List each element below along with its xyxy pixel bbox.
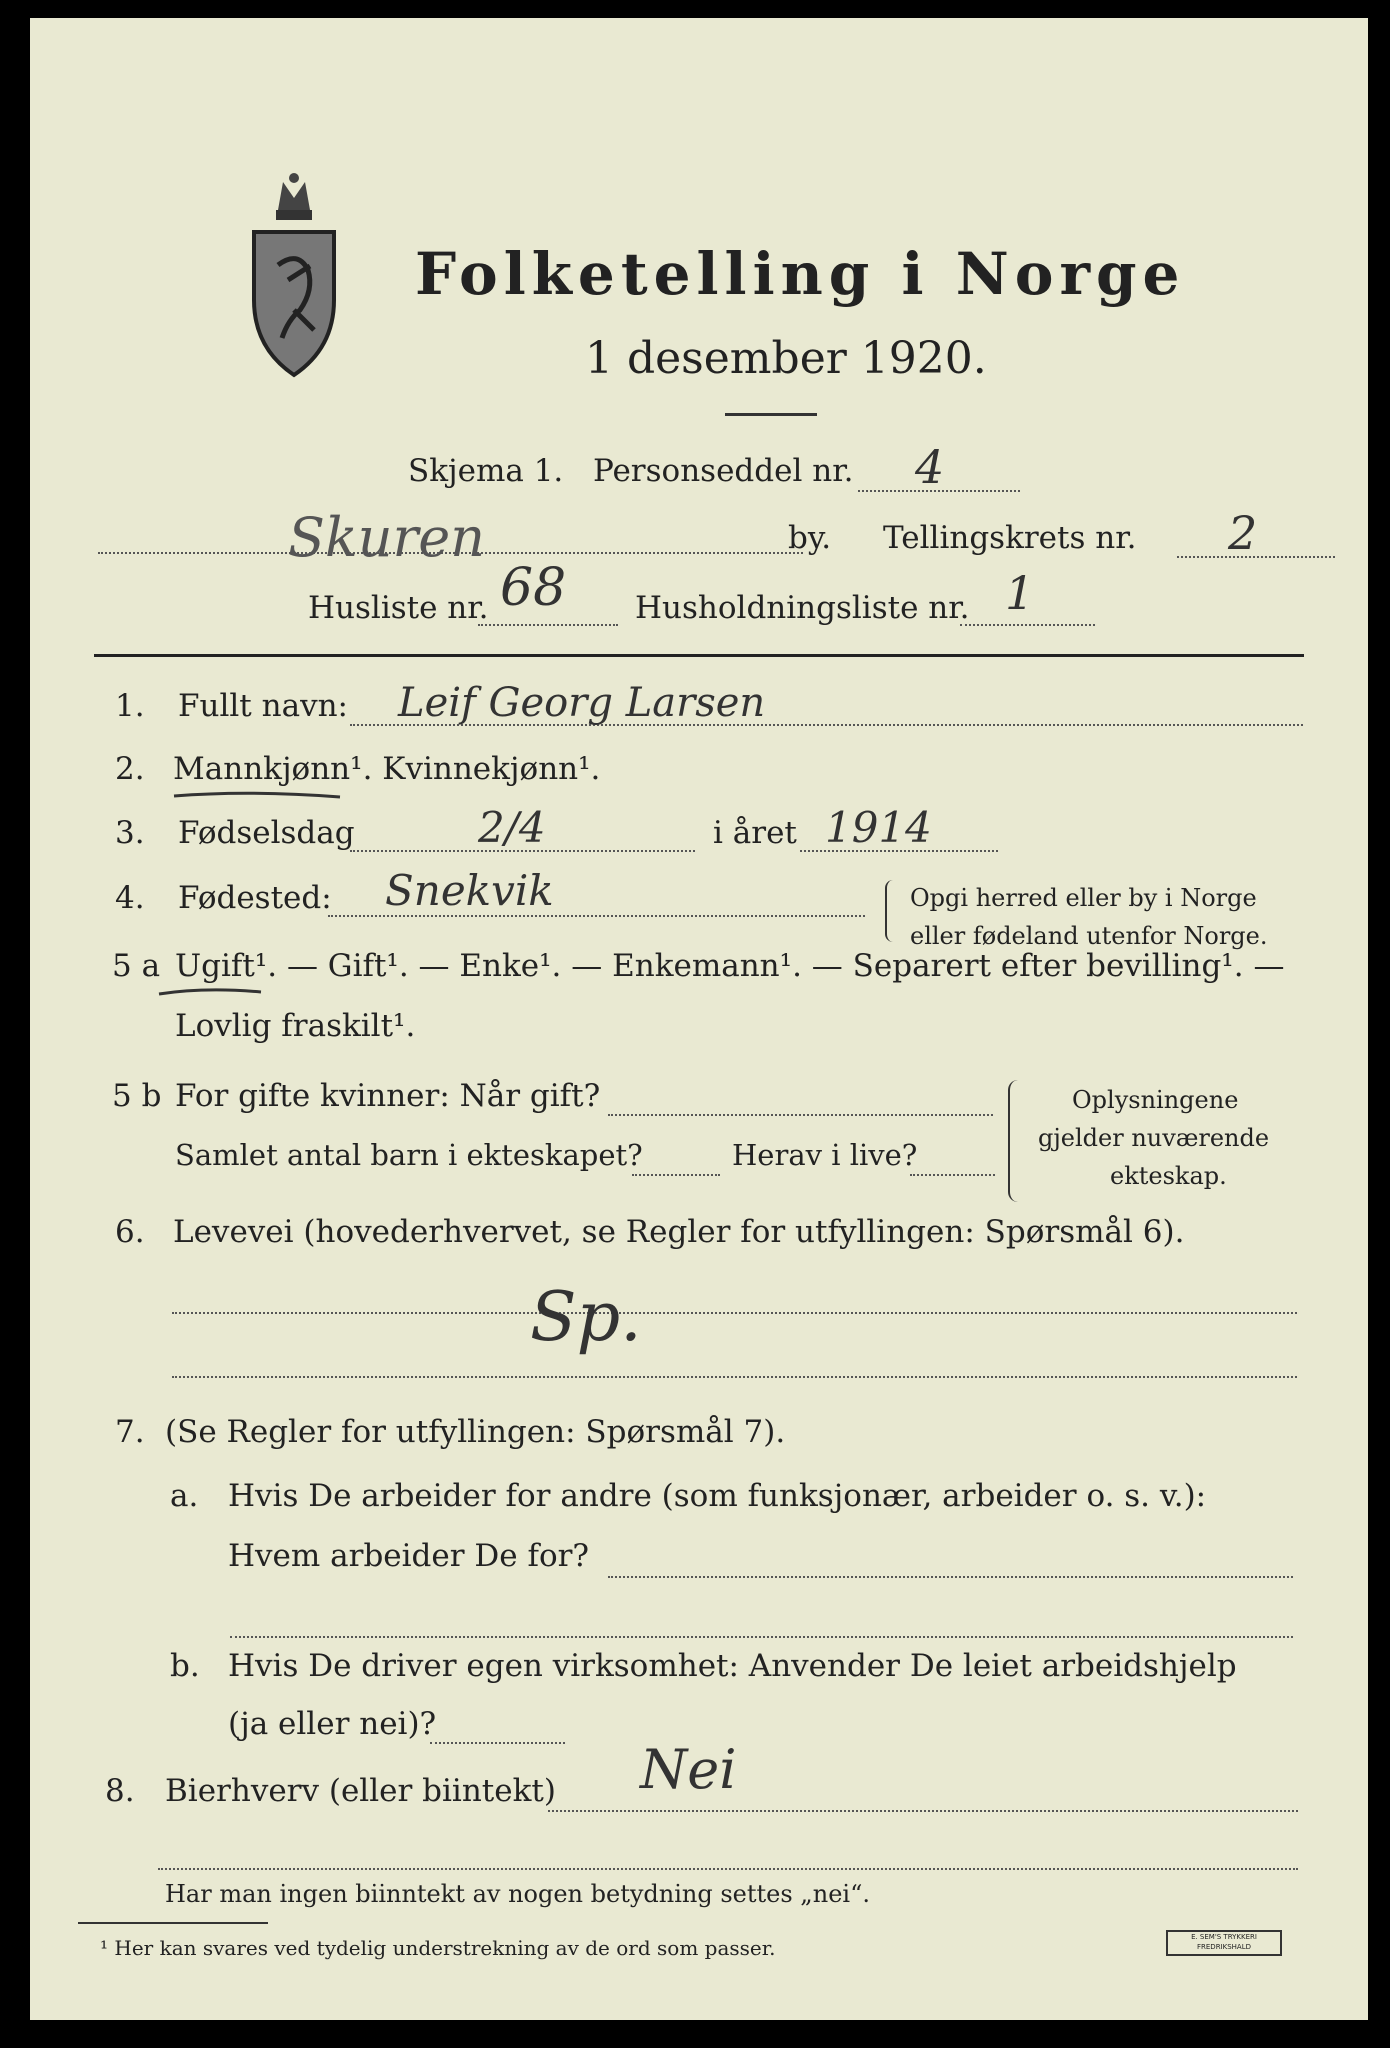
title-divider <box>725 413 817 416</box>
q6-line2 <box>172 1376 1297 1378</box>
q6-line1 <box>172 1312 1297 1314</box>
q1-value[interactable]: Leif Georg Larsen <box>398 680 766 726</box>
form-title: Folketelling i Norge <box>415 240 1186 308</box>
q5a-number: 5 a <box>112 948 161 984</box>
q3-year-value[interactable]: 1914 <box>825 803 932 852</box>
q6-number: 6. <box>115 1214 145 1250</box>
husholdning-value[interactable]: 1 <box>1005 566 1035 620</box>
q8-line2 <box>158 1868 1298 1870</box>
q8-number: 8. <box>105 1773 135 1809</box>
q5a-label2: Lovlig fraskilt¹. <box>175 1008 416 1044</box>
q5b-alive-line <box>910 1174 995 1176</box>
q8-line1 <box>548 1810 1298 1812</box>
q7a-label2: Hvem arbeider De for? <box>228 1538 590 1574</box>
husliste-line <box>478 624 618 626</box>
q3-number: 3. <box>115 815 145 851</box>
q5b-note-brace <box>1008 1080 1020 1202</box>
q2-underline <box>170 788 345 804</box>
q7a-line2 <box>230 1636 1293 1638</box>
husliste-value[interactable]: 68 <box>500 558 567 618</box>
personseddel-label: Personseddel nr. <box>593 453 854 489</box>
q8-note: Har man ingen biinntekt av nogen betydning settes „nei“. <box>165 1880 870 1908</box>
q7b-label2: (ja eller nei)? <box>228 1706 437 1742</box>
q5b-children-line <box>632 1174 720 1176</box>
q3-year-label: i året <box>713 815 797 851</box>
q5b-note-line3: ekteskap. <box>1110 1162 1227 1190</box>
q7a-number: a. <box>170 1478 199 1514</box>
q4-number: 4. <box>115 880 145 916</box>
q4-line <box>328 915 865 917</box>
husliste-label: Husliste nr. <box>308 590 489 626</box>
q3-label: Fødselsdag <box>178 815 355 851</box>
header-rule <box>94 654 1304 657</box>
q1-number: 1. <box>115 688 145 724</box>
q7b-label: Hvis De driver egen virksomhet: Anvender De leiet arbeidshjelp <box>228 1648 1237 1684</box>
q4-note-brace <box>885 880 895 942</box>
q5b-number: 5 b <box>112 1078 162 1114</box>
q7a-label: Hvis De arbeider for andre (som funksjonær, arbeider o. s. v.): <box>228 1478 1207 1514</box>
q7-number: 7. <box>115 1414 145 1450</box>
q7-label: (Se Regler for utfyllingen: Spørsmål 7). <box>165 1414 786 1450</box>
q5b-note-line2: gjelder nuværende <box>1038 1124 1270 1152</box>
q6-value[interactable]: Sp. <box>530 1278 642 1357</box>
q5b-married-line <box>608 1114 993 1116</box>
q8-value[interactable]: Nei <box>640 1738 737 1801</box>
printer-stamp: E. SEM'S TRYKKERI FREDRIKSHALD <box>1166 1930 1282 1956</box>
q4-note-line1: Opgi herred eller by i Norge <box>910 884 1257 912</box>
husholdning-line <box>960 624 1095 626</box>
by-value[interactable]: Skuren <box>288 506 486 569</box>
q7b-number: b. <box>170 1648 200 1684</box>
q7b-line <box>430 1742 565 1744</box>
q3-day-value[interactable]: 2/4 <box>478 803 546 852</box>
skjema-label: Skjema 1. <box>408 453 564 489</box>
personseddel-value[interactable]: 4 <box>915 440 945 494</box>
q5b-label3: Herav i live? <box>732 1138 918 1172</box>
q5b-note-line1: Oplysningene <box>1072 1086 1239 1114</box>
tellingskrets-label: Tellingskrets nr. <box>883 520 1137 556</box>
q4-label: Fødested: <box>178 880 332 916</box>
q2-number: 2. <box>115 751 145 787</box>
q8-label: Bierhverv (eller biintekt) <box>165 1773 556 1809</box>
q1-label: Fullt navn: <box>178 688 348 724</box>
footnote-rule <box>78 1922 268 1924</box>
coat-of-arms-icon <box>248 170 340 385</box>
husholdning-label: Husholdningsliste nr. <box>635 590 970 626</box>
by-label: by. <box>788 520 832 556</box>
q4-value[interactable]: Snekvik <box>385 866 554 915</box>
census-date: 1 desember 1920. <box>585 333 987 384</box>
q5b-label2: Samlet antal barn i ekteskapet? <box>175 1138 643 1172</box>
census-form <box>30 18 1368 2020</box>
q5b-label: For gifte kvinner: Når gift? <box>175 1078 601 1114</box>
q6-label: Levevei (hovederhvervet, se Regler for utfyllingen: Spørsmål 6). <box>173 1214 1185 1250</box>
q5a-label: Ugift¹. — Gift¹. — Enke¹. — Enkemann¹. — Separert efter bevilling¹. — <box>175 948 1285 984</box>
q4-note-line2: eller fødeland utenfor Norge. <box>910 922 1268 950</box>
q7a-line1 <box>608 1576 1293 1578</box>
q2-label: Mannkjønn¹. Kvinnekjønn¹. <box>173 751 601 787</box>
footnote: ¹ Her kan svares ved tydelig understrekning av de ord som passer. <box>100 1936 776 1960</box>
tellingskrets-value[interactable]: 2 <box>1228 506 1258 560</box>
q5a-underline <box>155 984 265 1000</box>
